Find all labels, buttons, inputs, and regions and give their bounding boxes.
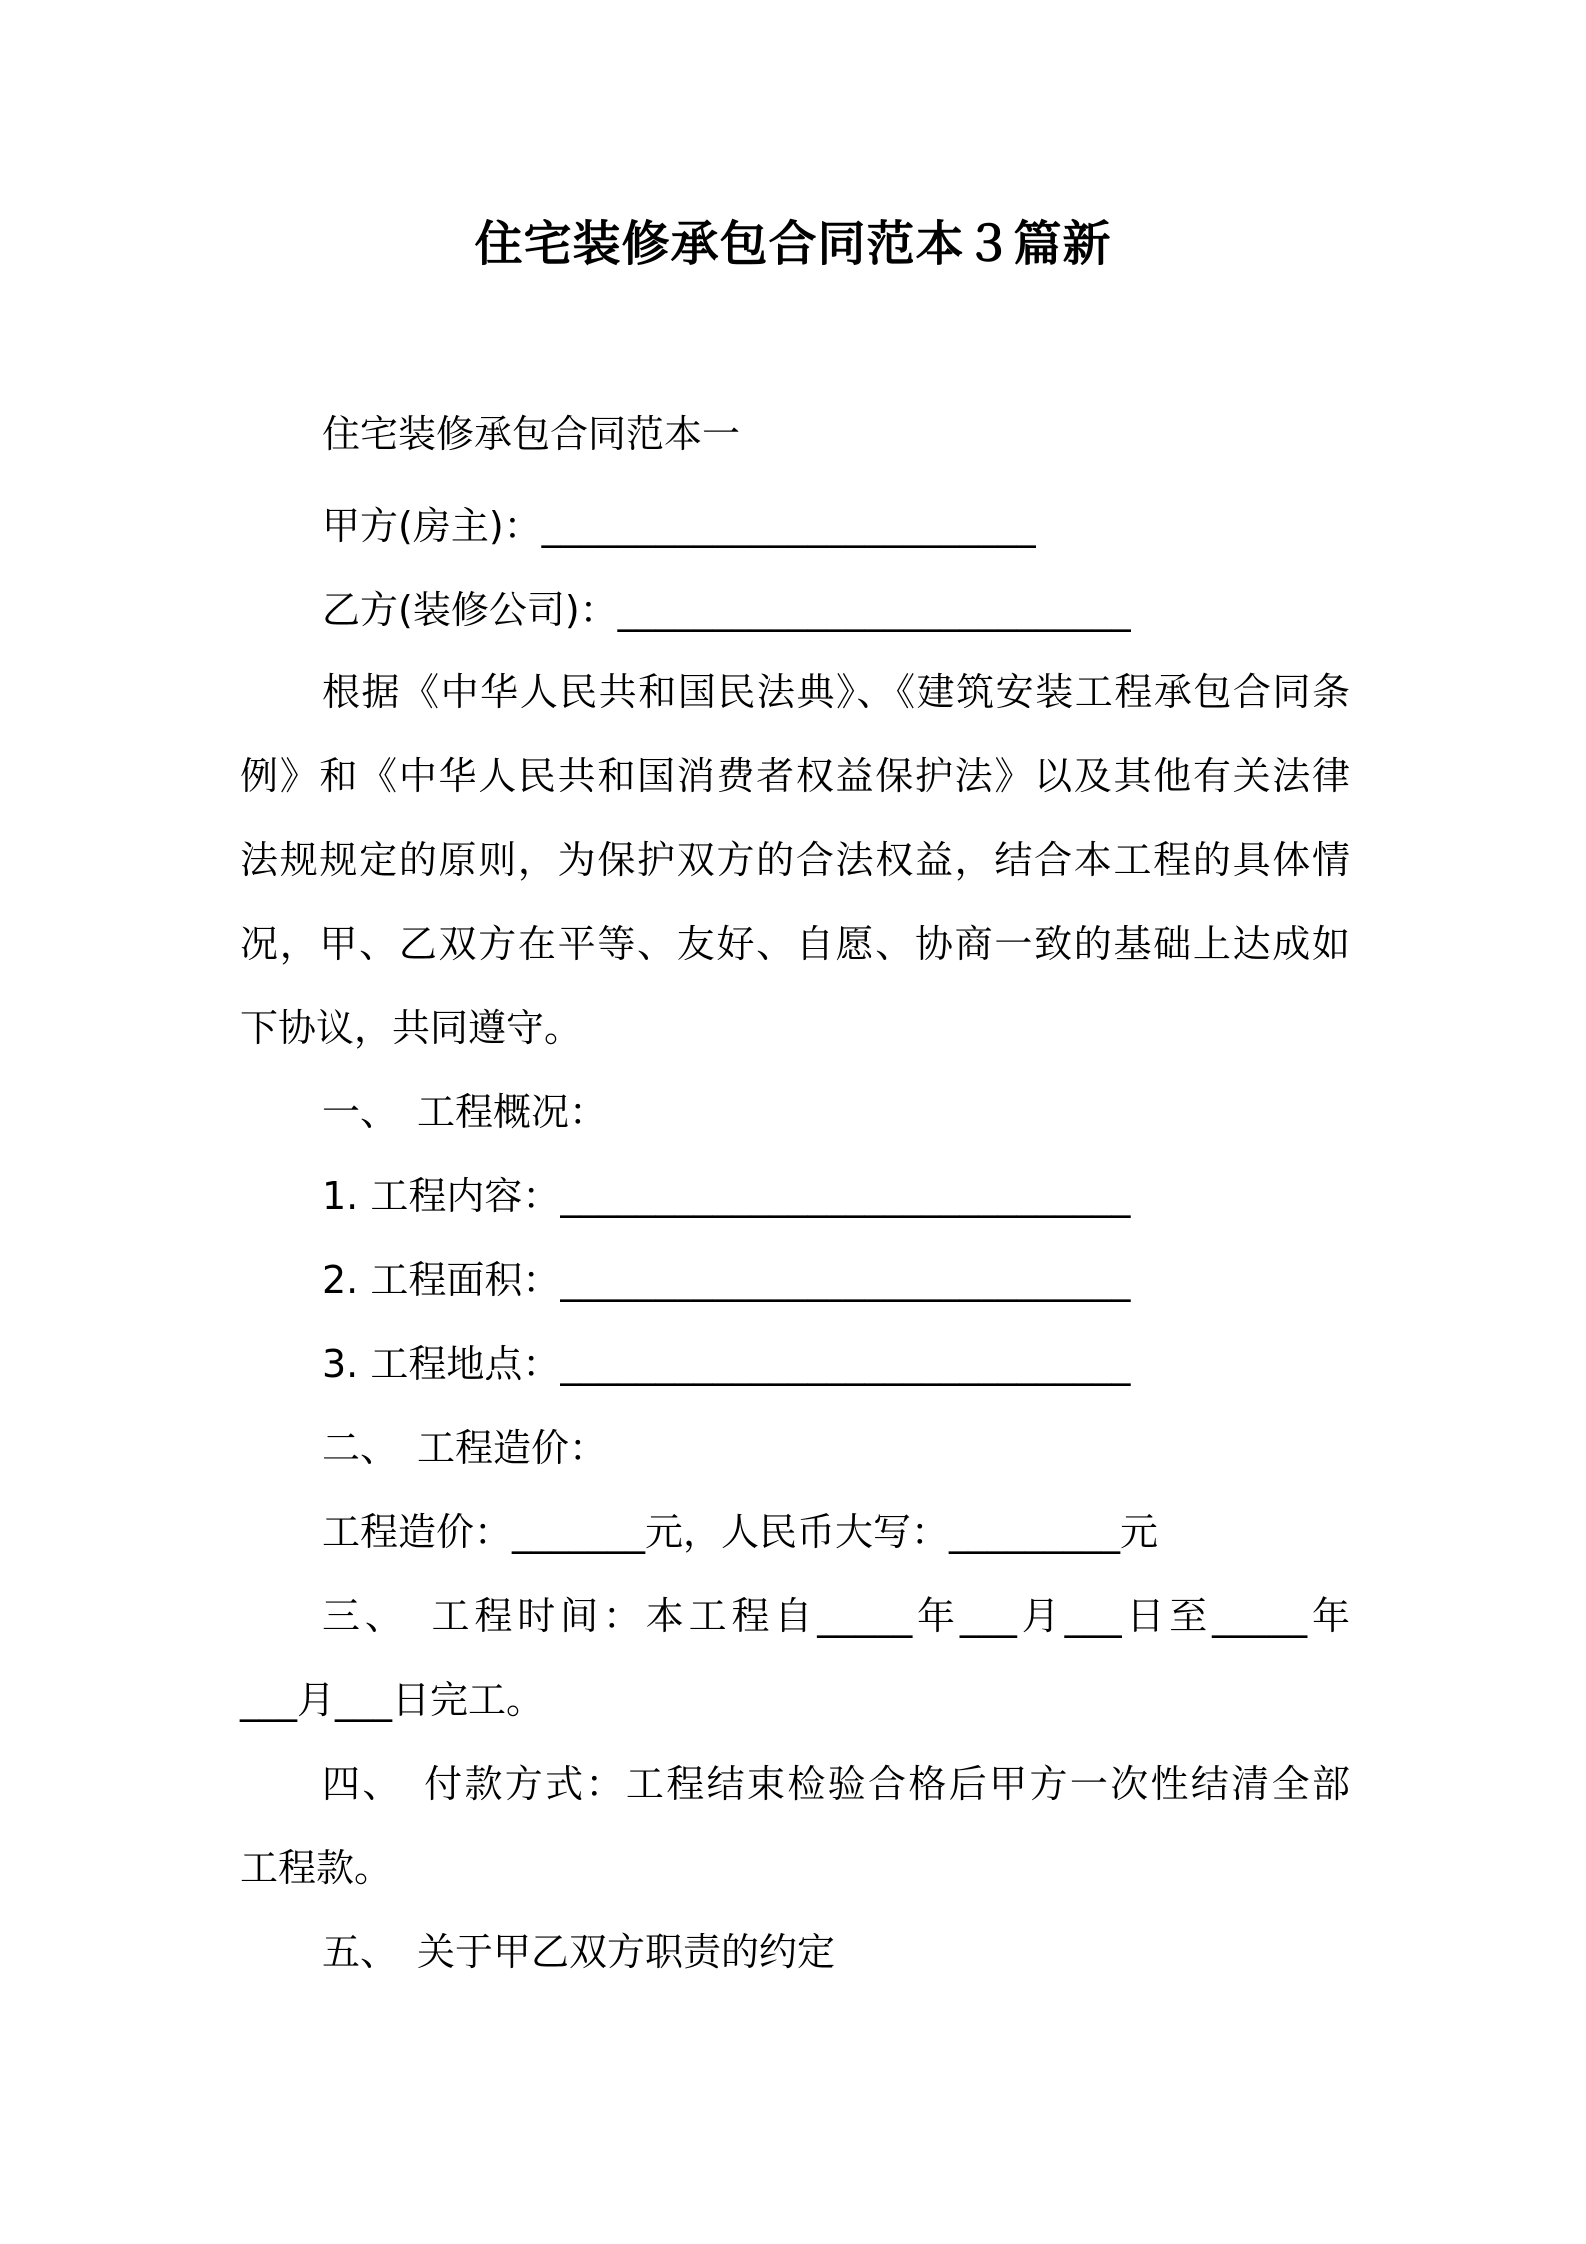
document-title: 住宅装修承包合同范本３篇新: [474, 216, 1112, 272]
section-four-line-2: 工程款。: [240, 1846, 393, 1890]
section-heading-contract-one: 住宅装修承包合同范本一: [322, 412, 741, 456]
section-one-heading: 一、 工程概况：: [322, 1090, 608, 1134]
section-five-heading: 五、 关于甲乙双方职责的约定: [322, 1930, 836, 1974]
preamble-line-1: 根据《中华人民共和国民法典》、《建筑安装工程承包合同条: [322, 670, 1350, 714]
preamble-line-5: 下协议，共同遵守。: [240, 1006, 583, 1050]
party-b-line: 乙方(装修公司)：___________________________: [322, 588, 1131, 632]
section-three-line-1: 三、 工程时间：本工程自_____年___月___日至_____年: [322, 1594, 1350, 1638]
section-two-heading: 二、 工程造价：: [322, 1426, 608, 1470]
party-a-line: 甲方(房主)：__________________________: [322, 504, 1036, 548]
project-cost-line: 工程造价：_______元，人民币大写：_________元: [322, 1510, 1159, 1554]
project-area-line: 2. 工程面积：______________________________: [322, 1258, 1131, 1302]
preamble-line-2: 例》和《中华人民共和国消费者权益保护法》以及其他有关法律: [240, 754, 1350, 798]
section-four-line-1: 四、 付款方式：工程结束检验合格后甲方一次性结清全部: [322, 1762, 1350, 1806]
project-location-line: 3. 工程地点：______________________________: [322, 1342, 1131, 1386]
section-three-line-2: ___月___日完工。: [240, 1678, 545, 1722]
preamble-line-4: 况，甲、乙双方在平等、友好、自愿、协商一致的基础上达成如: [240, 922, 1350, 966]
preamble-line-3: 法规规定的原则，为保护双方的合法权益，结合本工程的具体情: [240, 838, 1350, 882]
project-content-line: 1. 工程内容：______________________________: [322, 1174, 1131, 1218]
